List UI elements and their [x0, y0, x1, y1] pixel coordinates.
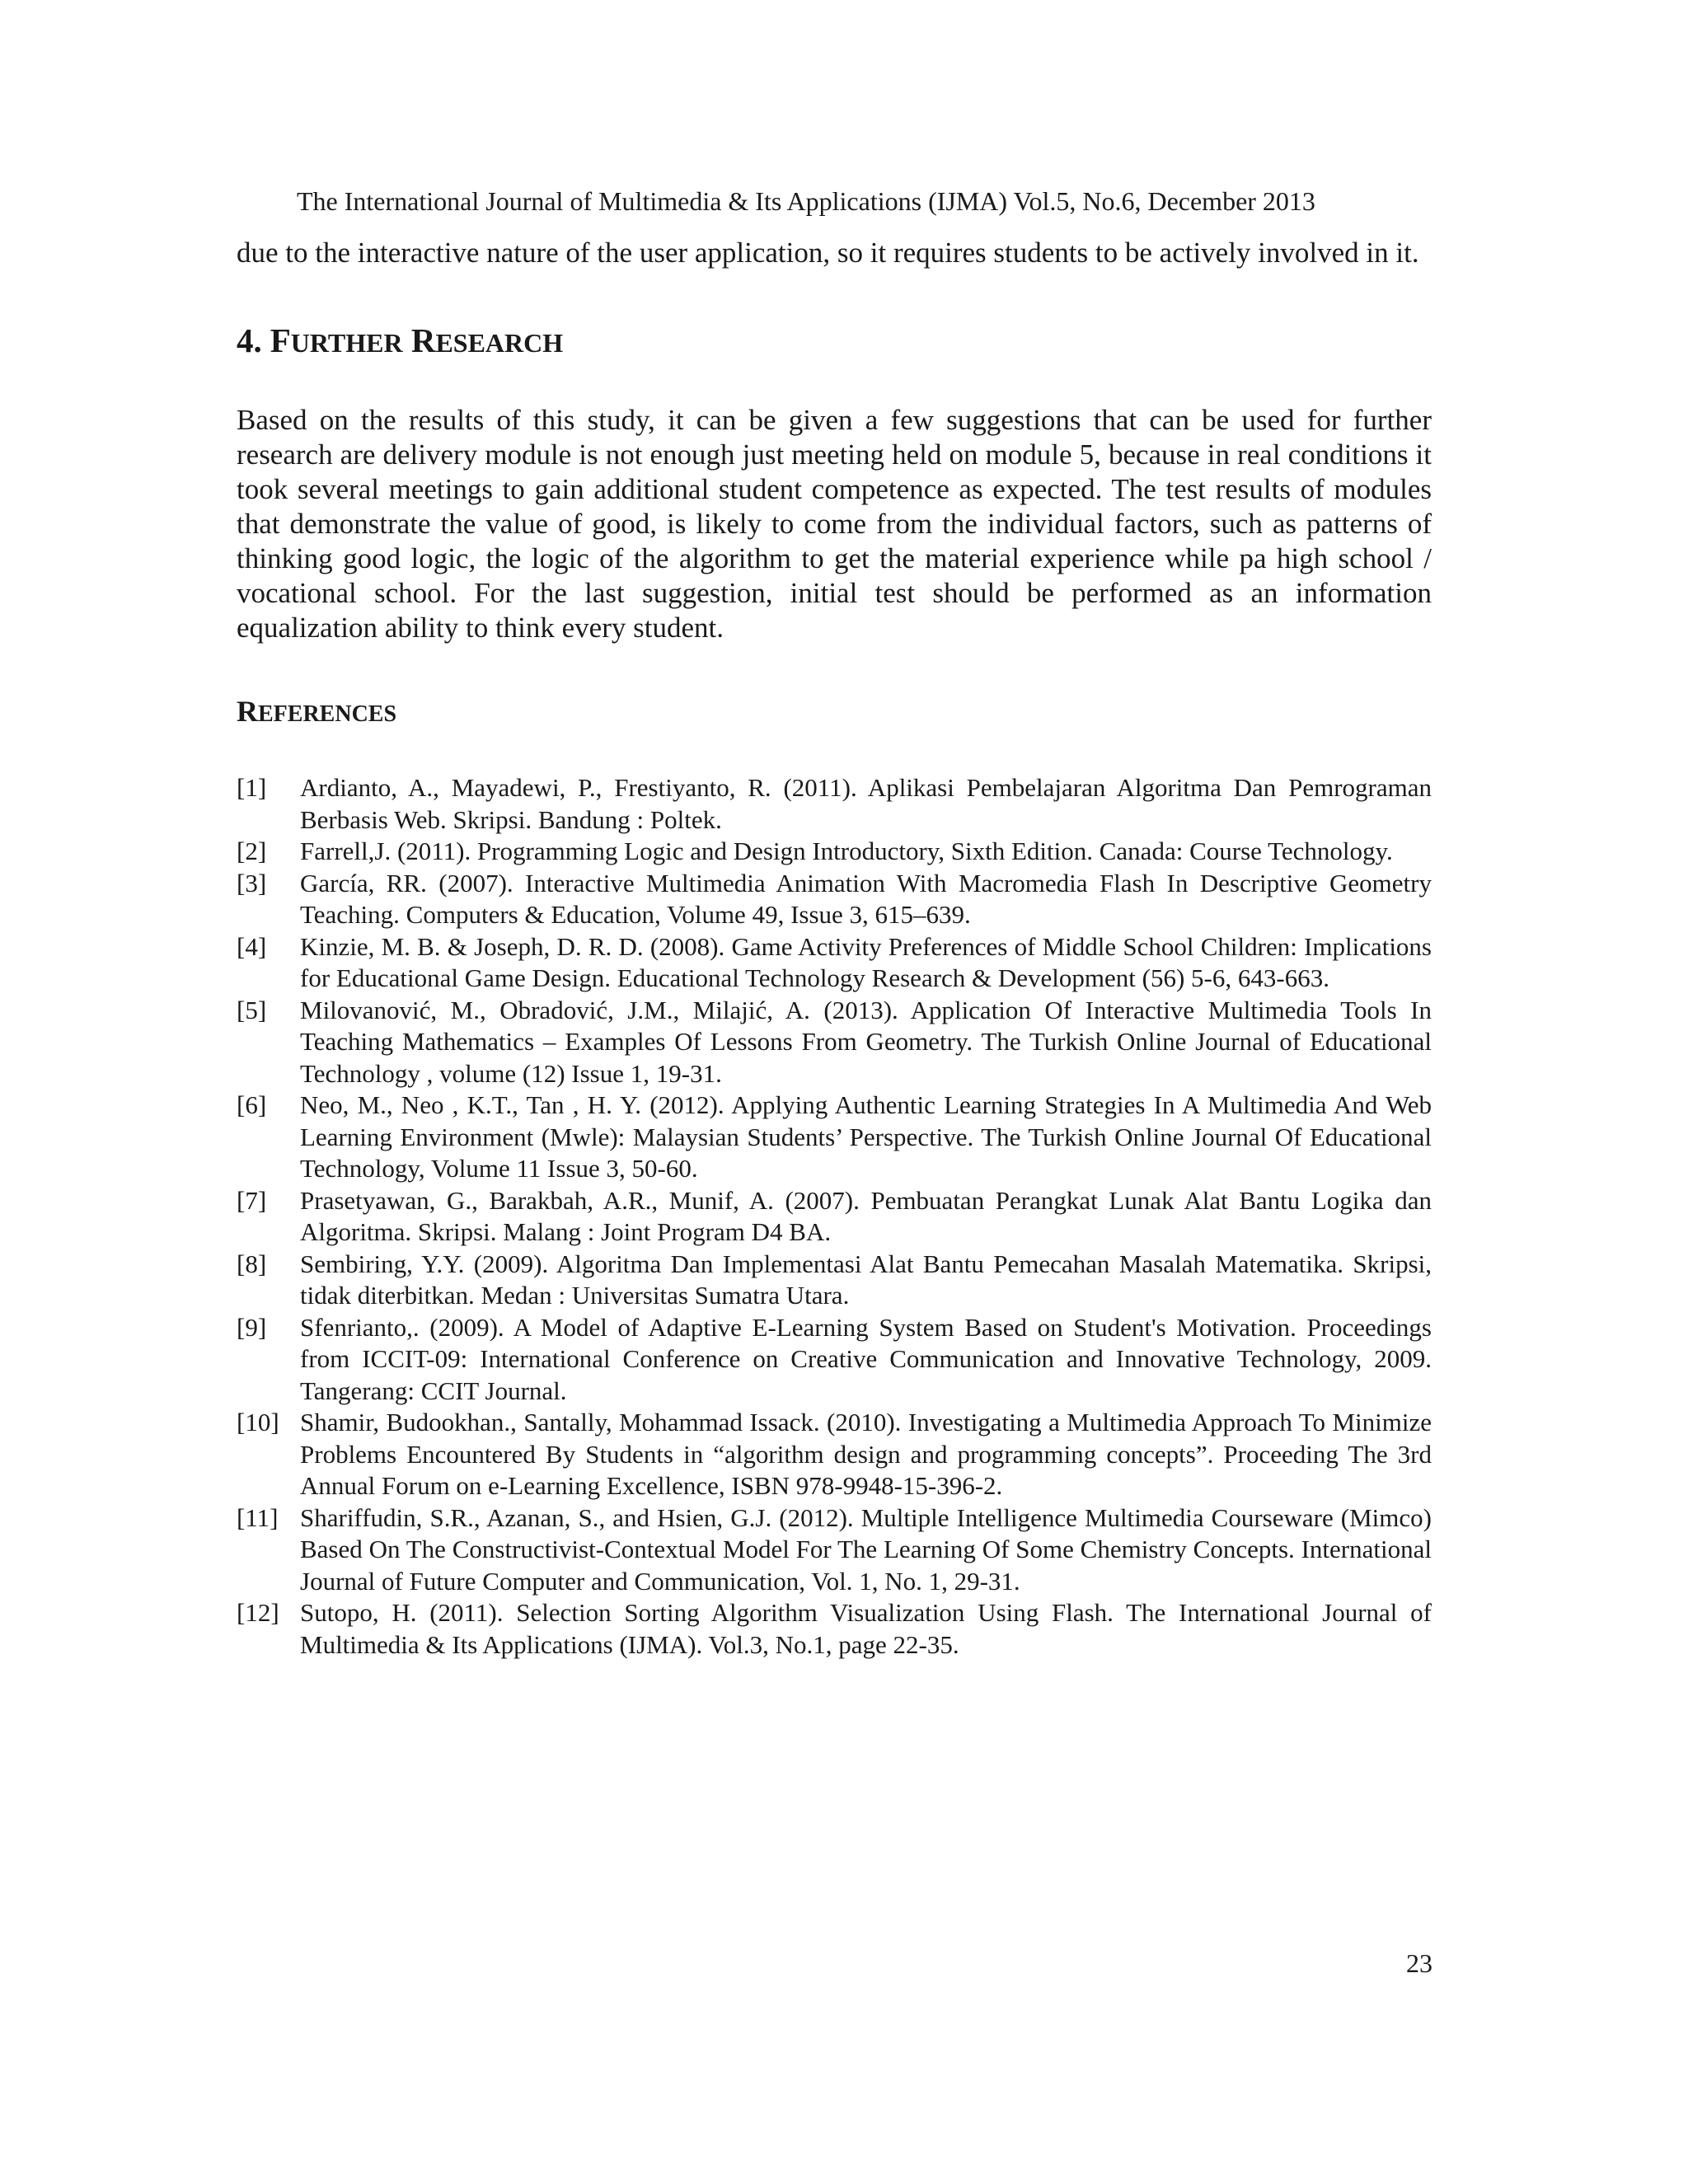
heading-rest: EFERENCES: [258, 701, 397, 727]
reference-number: [6]: [237, 1090, 267, 1119]
reference-text: Shamir, Budookhan., Santally, Mohammad Issack. (2010). Investigating a Multimedia Approach To Minimize Problems Encountered By Students in “algorithm design and programming concepts”. Proceeding The 3rd Annual Forum on e-Learning Excellence, ISBN 978-9948-15-396-2.: [300, 1408, 1432, 1500]
further-research-paragraph: Based on the results of this study, it can be given a few suggestions that can be used for further research are delivery module is not enough just meeting held on module 5, because in real conditions it took several meetings to gain additional student competence as expected. The test results of modules that demonstrate the value of good, is likely to come from the individual factors, such as patterns of thinking good logic, the logic of the algorithm to get the material experience while pa high school / vocational school. For the last suggestion, initial test should be performed as an information equalization ability to think every student.: [237, 404, 1432, 644]
heading-rest: URTHER: [290, 328, 403, 358]
reference-text: García, RR. (2007). Interactive Multimedia Animation With Macromedia Flash In Descriptive Geometry Teaching. Computers & Education, Volume 49, Issue 3, 615–639.: [300, 868, 1432, 929]
reference-item: [237, 1312, 1432, 1408]
heading-initial: F: [270, 321, 291, 359]
heading-initial: R: [237, 695, 258, 728]
reference-text: Ardianto, A., Mayadewi, P., Frestiyanto, R. (2011). Aplikasi Pembelajaran Algoritma Dan Pemrograman Berbasis Web. Skripsi. Bandung : Poltek.: [300, 773, 1432, 834]
continuation-paragraph: due to the interactive nature of the user application, so it requires students to be actively involved in it.: [237, 237, 1419, 269]
reference-item: [237, 1502, 1432, 1598]
reference-number: [2]: [237, 837, 267, 865]
reference-number: [8]: [237, 1249, 267, 1278]
reference-item: [237, 1407, 1432, 1502]
reference-number: [11]: [237, 1502, 279, 1532]
reference-text: Milovanović, M., Obradović, J.M., Milajić, A. (2013). Application Of Interactive Multimedia Tools In Teaching Mathematics – Examples Of Lessons From Geometry. The Turkish Online Journal of Educational Technology , volume (12) Issue 1, 19-31.: [300, 995, 1432, 1088]
reference-text: Sutopo, H. (2011). Selection Sorting Algorithm Visualization Using Flash. The International Journal of Multimedia & Its Applications (IJMA). Vol.3, No.1, page 22-35.: [300, 1598, 1432, 1659]
heading-rest: ESEARCH: [435, 328, 564, 358]
running-header: The International Journal of Multimedia & Its Applications (IJMA) Vol.5, No.6, December 2013: [297, 186, 1315, 216]
reference-text: Kinzie, M. B. & Joseph, D. R. D. (2008). Game Activity Preferences of Middle School Children: Implications for Educational Game Design. Educational Technology Research & Development (56) 5-6, 643-663.: [300, 931, 1432, 992]
reference-text: Neo, M., Neo , K.T., Tan , H. Y. (2012). Applying Authentic Learning Strategies In A Multimedia And Web Learning Environment (Mwle): Malaysian Students’ Perspective. The Turkish Online Journal Of Educational Technology, Volume 11 Issue 3, 50-60.: [300, 1090, 1432, 1183]
reference-item: [237, 868, 1432, 931]
reference-number: [3]: [237, 868, 267, 898]
reference-text: Sembiring, Y.Y. (2009). Algoritma Dan Implementasi Alat Bantu Pemecahan Masalah Matematika. Skripsi, tidak diterbitkan. Medan : Universitas Sumatra Utara.: [300, 1249, 1432, 1310]
reference-number: [4]: [237, 931, 267, 961]
reference-number: [1]: [237, 773, 267, 802]
reference-item: [237, 1185, 1432, 1249]
reference-text: Farrell,J. (2011). Programming Logic and Design Introductory, Sixth Edition. Canada: Course Technology.: [300, 837, 1393, 865]
reference-item: [237, 1249, 1432, 1312]
reference-number: [5]: [237, 995, 267, 1024]
page-content: [237, 236, 1432, 1661]
reference-item: [237, 836, 1432, 868]
reference-number: [7]: [237, 1185, 267, 1215]
reference-text: Prasetyawan, G., Barakbah, A.R., Munif, A. (2007). Pembuatan Perangkat Lunak Alat Bantu Logika dan Algoritma. Skripsi. Malang : Joint Program D4 BA.: [300, 1185, 1432, 1246]
reference-item: [237, 931, 1432, 995]
heading-initial: R: [410, 321, 436, 359]
reference-text: Shariffudin, S.R., Azanan, S., and Hsien, G.J. (2012). Multiple Intelligence Multimedia Courseware (Mimco) Based On The Constructivist-Contextual Model For The Learning Of Some Chemistry Concepts. International Journal of Future Computer and Communication, Vol. 1, No. 1, 29-31.: [300, 1502, 1432, 1596]
reference-list: [237, 772, 1432, 1661]
reference-item: [237, 1090, 1432, 1185]
reference-item: [237, 995, 1432, 1090]
reference-item: [237, 772, 1432, 836]
reference-number: [9]: [237, 1312, 267, 1342]
references-heading: [237, 693, 1432, 733]
section-number: 4.: [237, 321, 262, 359]
reference-number: [12]: [237, 1598, 279, 1627]
reference-item: [237, 1597, 1432, 1661]
reference-text: Sfenrianto,. (2009). A Model of Adaptive E-Learning System Based on Student's Motivation. Proceedings from ICCIT-09: International Conference on Creative Communication and Innovative Technology, 2009. Tangerang: CCIT Journal.: [300, 1312, 1432, 1405]
page-number: 23: [1406, 1948, 1432, 1978]
section-heading: [237, 320, 1432, 363]
reference-number: [10]: [237, 1408, 279, 1436]
